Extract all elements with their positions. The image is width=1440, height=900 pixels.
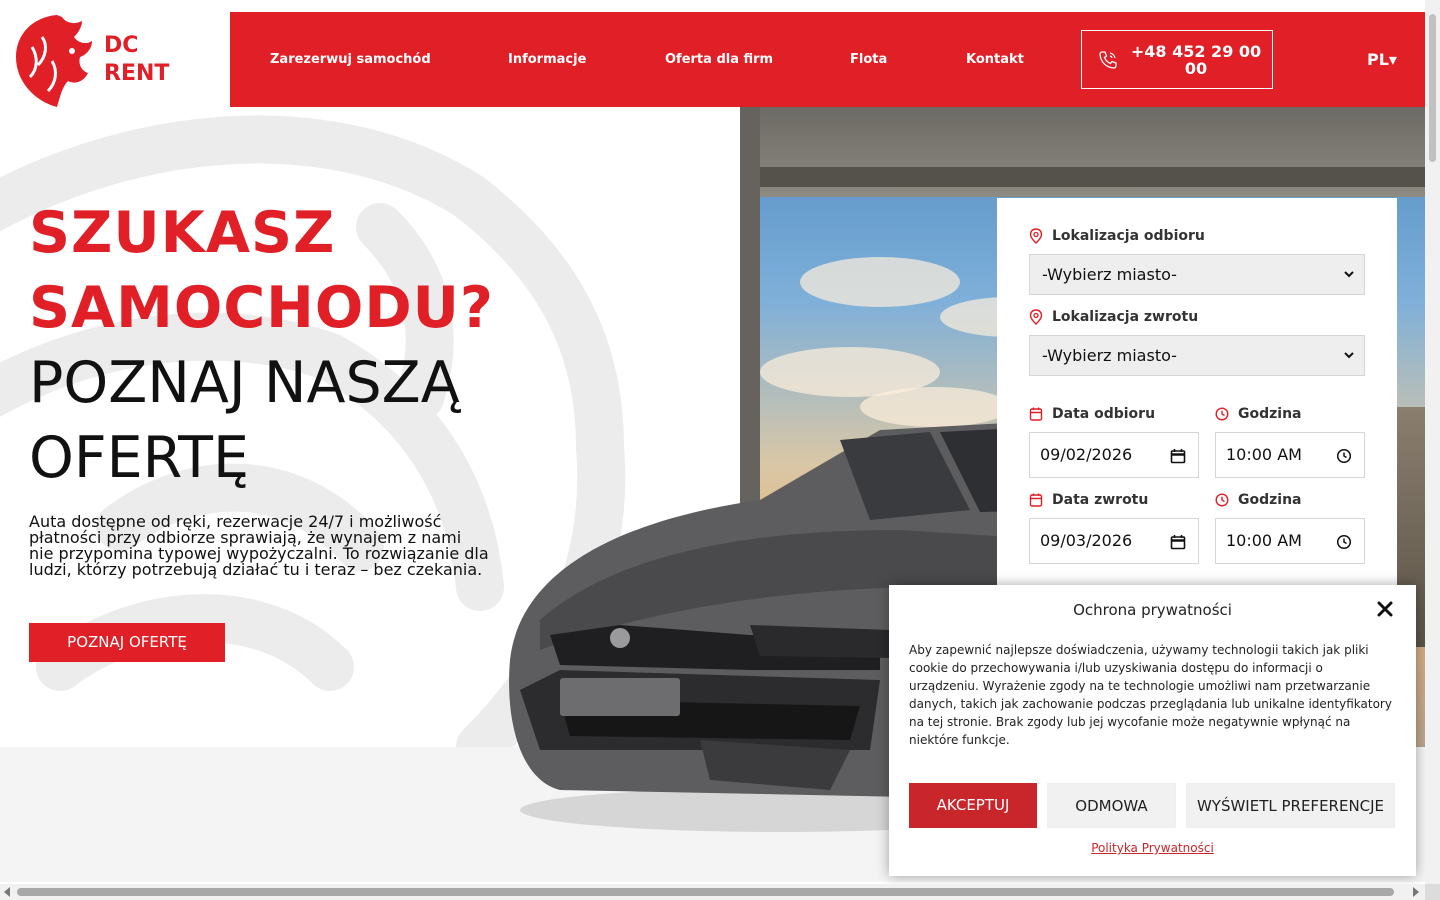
return-time-label [1215,492,1302,508]
horizontal-scrollbar-thumb[interactable] [17,888,1394,896]
chevron-down-icon [1344,269,1354,279]
hero-title-red-line2: SAMOCHODU? [29,275,494,341]
cookie-dialog-text [909,641,1399,749]
location-pin-icon [1029,228,1043,244]
pickup-time-value: 10:00 AM [1226,445,1302,464]
hero-title-red-line1: SZUKASZ [29,200,336,266]
pickup-date-label [1029,406,1155,422]
return-date-label-text: Data zwrotu [1052,492,1149,508]
clock-icon [1215,492,1229,508]
accept-cookies-button[interactable]: AKCEPTUJ [909,783,1037,828]
scroll-right-arrow-icon[interactable] [1413,887,1419,897]
return-time-input[interactable] [1215,518,1365,564]
booking-form [997,198,1397,598]
deny-cookies-button[interactable]: ODMOWA [1047,783,1176,828]
calendar-icon [1029,406,1043,422]
cookie-text-line: urządzeniu. Wyrażenie zgody na te technologie umożliwi nam przetwarzanie [909,679,1371,693]
nav-item-business-offer[interactable]: Oferta dla firm [665,52,774,67]
clock-icon [1215,406,1229,422]
return-time-value: 10:00 AM [1226,531,1302,550]
cookie-text-line: Aby zapewnić najlepsze doświadczenia, używamy technologii takich jak pliki [909,643,1369,657]
pickup-location-label-text: Lokalizacja odbioru [1052,228,1205,244]
hero-title [29,346,460,496]
close-icon[interactable] [1375,599,1395,619]
return-date-input[interactable] [1029,518,1199,564]
main-navbar [230,12,1425,107]
phone-number [1126,43,1266,77]
privacy-policy-link[interactable]: Polityka Prywatności [1091,841,1214,855]
horizontal-scrollbar[interactable] [0,884,1425,900]
language-selector[interactable]: PL▾ [1367,50,1397,69]
calendar-picker-icon [1170,534,1186,550]
return-date-value: 09/03/2026 [1040,531,1133,550]
hero-description [29,514,499,578]
pickup-time-label [1215,406,1302,422]
location-pin-icon [1029,309,1043,325]
nav-item-reserve[interactable]: Zarezerwuj samochód [270,52,431,67]
pickup-time-label-text: Godzina [1238,406,1302,422]
phone-button[interactable] [1081,30,1273,89]
pickup-date-label-text: Data odbioru [1052,406,1156,422]
return-time-label-text: Godzina [1238,492,1302,508]
logo-text-line1: DC [104,33,139,58]
pickup-date-input[interactable] [1029,432,1199,478]
hero-title-line2: OFERTĘ [29,425,249,491]
cookie-dialog-title: Ochrona prywatności [1073,601,1232,619]
time-picker-icon [1336,448,1352,464]
brand-logo[interactable] [12,10,172,110]
logo-wordmark [104,32,169,88]
pickup-time-input[interactable] [1215,432,1365,478]
hero-description-line: ludzi, którzy potrzebują działać tu i teraz – bez czekania. [29,560,483,579]
pickup-location-label [1029,228,1205,244]
vertical-scrollbar-thumb[interactable] [1429,14,1436,162]
calendar-icon [1029,492,1043,508]
return-location-label [1029,309,1198,325]
pickup-location-select[interactable] [1029,254,1365,295]
logo-text-line2: RENT [104,61,170,86]
hero-title-highlight [29,196,494,346]
cookie-consent-dialog [889,585,1416,876]
hero-description-line: płatności przy odbiorze sprawiają, że wynajem z nami [29,528,462,547]
scrollbar-corner [1425,884,1440,900]
return-date-label [1029,492,1148,508]
phone-number-line2: 00 [1184,58,1208,78]
return-location-label-text: Lokalizacja zwrotu [1052,309,1199,325]
cookie-text-line: niektóre funkcje. [909,733,1010,747]
nav-item-fleet[interactable]: Flota [850,52,888,67]
nav-item-contact[interactable]: Kontakt [966,52,1024,67]
nav-item-information[interactable]: Informacje [508,52,587,67]
time-picker-icon [1336,534,1352,550]
cookie-text-line: na tej stronie. Brak zgody lub jej wycofanie może negatywnie wpłynąć na [909,715,1351,729]
pickup-location-value: -Wybierz miasto- [1042,265,1177,284]
hero-description-line: nie przypomina typowej wypożyczalni. To rozwiązanie dla [29,544,489,563]
cookie-text-line: danych, takich jak zachowanie podczas przeglądania lub unikalne identyfikatory [909,697,1392,711]
view-preferences-button[interactable]: WYŚWIETL PREFERENCJE [1186,783,1395,828]
hero-title-line1: POZNAJ NASZĄ [29,350,460,416]
return-location-value: -Wybierz miasto- [1042,346,1177,365]
chevron-down-icon [1344,350,1354,360]
phone-number-line1: +48 452 29 00 [1130,41,1262,61]
calendar-picker-icon [1170,448,1186,464]
cloud [800,257,960,307]
lion-logo-icon [12,11,102,109]
pickup-date-value: 09/02/2026 [1040,445,1133,464]
bridge-beam-shadow [740,167,1425,187]
cookie-text-line: cookie do przechowywania i/lub uzyskiwania dostępu do informacji o [909,661,1323,675]
phone-icon [1098,50,1118,70]
see-offer-button[interactable]: POZNAJ OFERTĘ [29,623,225,662]
hero-description-line: Auta dostępne od ręki, rezerwacje 24/7 i możliwość [29,512,442,531]
vertical-scrollbar[interactable] [1425,0,1440,884]
return-location-select[interactable] [1029,335,1365,376]
scroll-left-arrow-icon[interactable] [4,887,10,897]
